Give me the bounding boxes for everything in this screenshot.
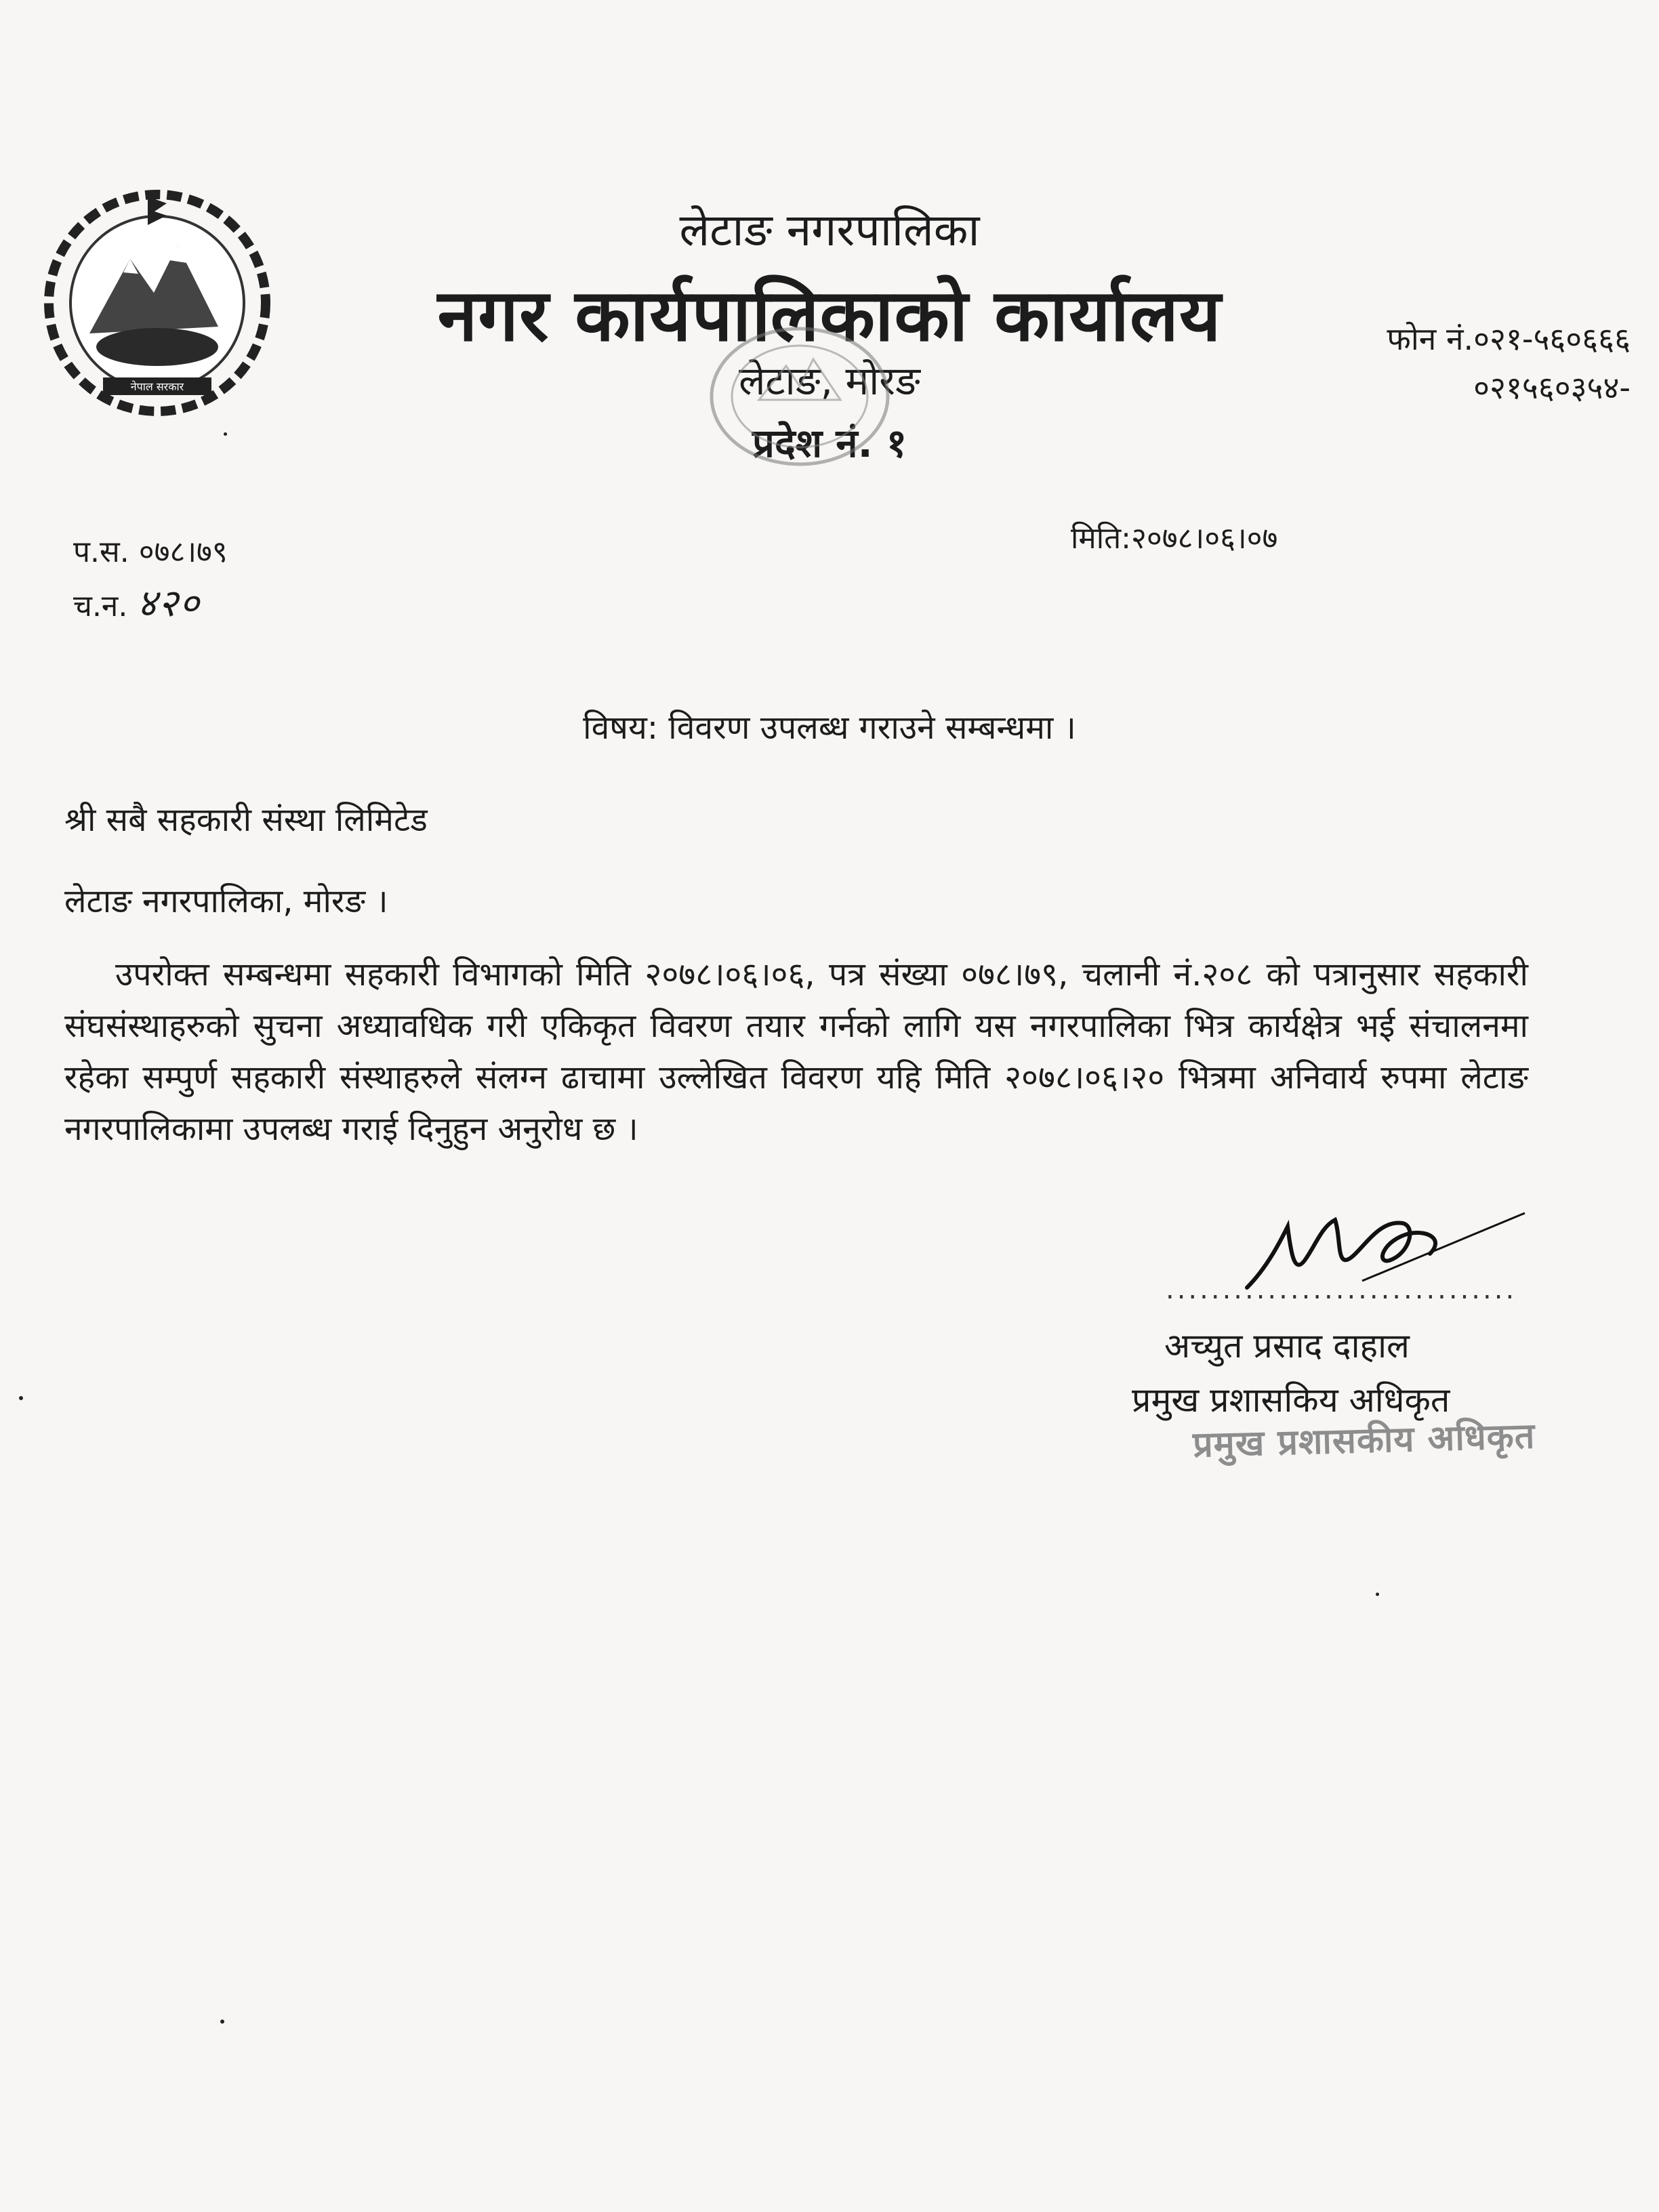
signer-title: प्रमुख प्रशासकिय अधिकृत bbox=[1132, 1380, 1450, 1420]
scan-speck bbox=[19, 1396, 23, 1400]
cn-label: च.न. bbox=[73, 589, 128, 623]
phone-number-1: फोन नं.०२१-५६०६६६ bbox=[1387, 321, 1631, 357]
recipient-line-1: श्री सबै सहकारी संस्था लिमिटेड bbox=[64, 801, 428, 839]
office-title: नगर कार्यपालिकाको कार्यालय bbox=[437, 274, 1222, 357]
signer-name: अच्युत प्रसाद दाहाल bbox=[1164, 1326, 1410, 1366]
fiscal-year-ref bbox=[73, 530, 228, 571]
scan-speck bbox=[220, 2020, 224, 2024]
cn-value-handwritten: ४२० bbox=[137, 581, 201, 626]
municipality-name: लेटाङ नगरपालिका bbox=[679, 204, 980, 256]
scan-speck bbox=[1376, 1593, 1379, 1596]
letter-body: उपरोक्त सम्बन्धमा सहकारी विभागको मिति २०७८।०६।०६, पत्र संख्या ०७८।७९, चलानी नं.२०८ को पत्रानुसार सहकारी संघसंस्थाहरुको सुचना अध्यावधिक गरी एकिकृत विवरण तयार गर्नको लागि यस नगरपालिका भित्र कार्यक्षेत्र भई संचालनमा रहेका सम्पुर्ण सहकारी संस्थाहरुले संलग्न ढाचामा उल्लेखित विवरण यहि मिति २०७८।०६।२० भित्रमा अनिवार्य रुपमा लेटाङ नगरपालिकामा उपलब्ध गराई दिनुहुन अनुरोध छ । bbox=[64, 956, 1528, 1148]
phone-number-2: ०२१५६०३५४- bbox=[1473, 369, 1631, 406]
office-address: लेटाङ, मोरङ bbox=[739, 358, 920, 404]
signature-dotted-line: ............................... bbox=[1166, 1274, 1517, 1305]
svg-text:नेपाल सरकार: नेपाल सरकार bbox=[130, 380, 184, 393]
ps-value: ०७८।७९ bbox=[138, 535, 228, 569]
letter-date: मिति:२०७८।०६।०७ bbox=[1071, 521, 1278, 556]
recipient-line-2: लेटाङ नगरपालिका, मोरङ । bbox=[64, 882, 388, 920]
dispatch-number-ref bbox=[73, 576, 201, 628]
designation-stamp: प्रमुख प्रशासकीय अधिकृत bbox=[1192, 1416, 1536, 1466]
office-seal-stamp bbox=[698, 319, 901, 474]
scan-speck bbox=[224, 432, 227, 436]
province-number: प्रदेश नं. १ bbox=[752, 420, 907, 466]
letter-subject: विषय: विवरण उपलब्ध गराउने सम्बन्धमा । bbox=[583, 709, 1076, 747]
ps-label: प.स. bbox=[73, 535, 129, 569]
